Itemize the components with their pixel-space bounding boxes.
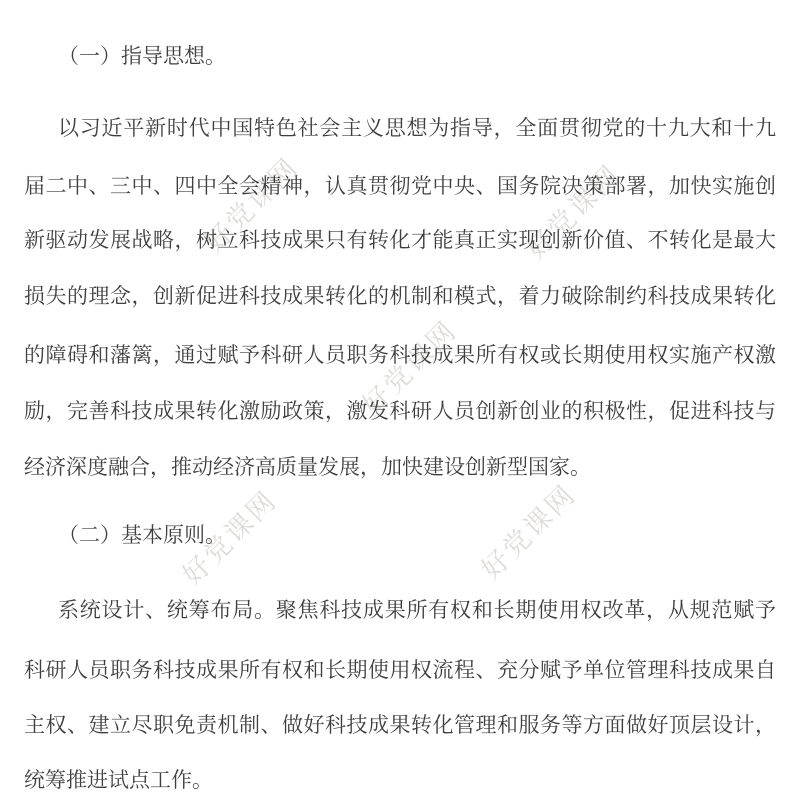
section-heading-1: （一）指导思想。 — [58, 45, 226, 68]
document-line: 励，完善科技成果转化激励政策，激发科研人员创新创业的积极性，促进科技与 — [24, 400, 776, 423]
watermark-text: 好党课网 — [176, 484, 283, 591]
document-line: 主权、建立尽职免责机制、做好科技成果转化管理和服务等方面做好顶层设计， — [24, 714, 776, 737]
document-line: 损失的理念，创新促进科技成果转化的机制和模式，着力破除制约科技成果转化 — [24, 285, 776, 308]
section-heading-2: （二）基本原则。 — [58, 524, 226, 547]
document-line: 科研人员职务科技成果所有权和长期使用权流程、充分赋予单位管理科技成果自 — [24, 659, 776, 682]
document-line: 的障碍和藩篱，通过赋予科研人员职务科技成果所有权或长期使用权实施产权激 — [24, 344, 776, 367]
document-line: 新驱动发展战略，树立科技成果只有转化才能真正实现创新价值、不转化是最大 — [24, 229, 776, 252]
watermark-text: 好党课网 — [520, 158, 627, 265]
document-line: 届二中、三中、四中全会精神，认真贯彻党中央、国务院决策部署，加快实施创 — [24, 175, 776, 198]
watermark-text: 好党课网 — [356, 314, 463, 421]
document-line: 统筹推进试点工作。 — [24, 769, 213, 792]
watermark-text: 好党课网 — [475, 478, 582, 585]
watermark-text: 好党课网 — [198, 151, 305, 258]
document-line: 经济深度融合，推动经济高质量发展，加快建设创新型国家。 — [24, 456, 591, 479]
document-line: 系统设计、统筹布局。聚焦科技成果所有权和长期使用权改革，从规范赋予 — [58, 599, 776, 622]
document-line: 以习近平新时代中国特色社会主义思想为指导，全面贯彻党的十九大和十九 — [58, 117, 776, 140]
